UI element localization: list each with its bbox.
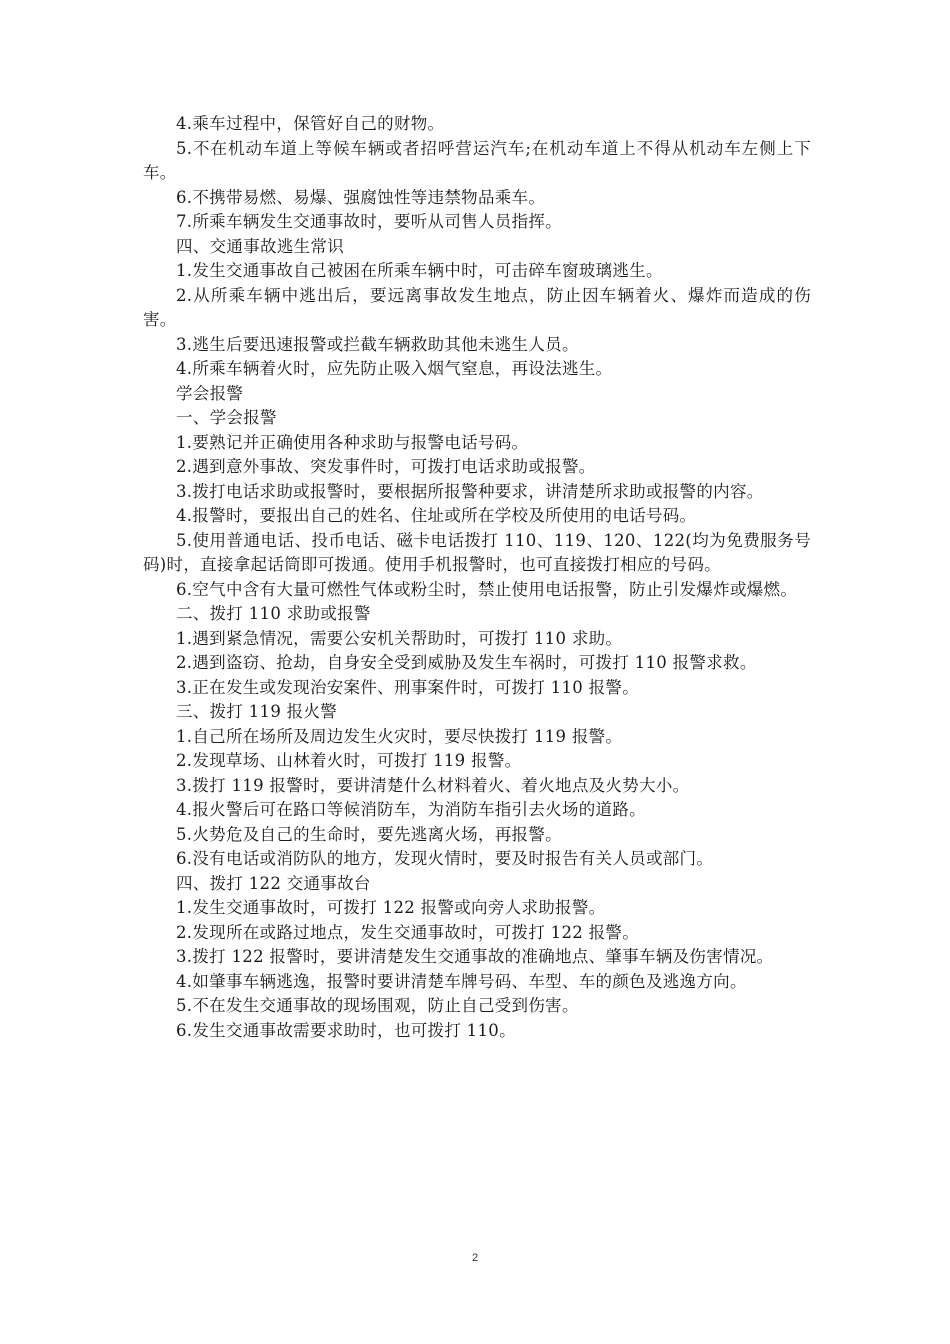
paragraph: 5.不在发生交通事故的现场围观，防止自己受到伤害。 xyxy=(176,996,579,1015)
paragraph: 1.发生交通事故自己被困在所乘车辆中时，可击碎车窗玻璃逃生。 xyxy=(176,261,663,280)
paragraph: 3.拨打 122 报警时，要讲清楚发生交通事故的准确地点、肇事车辆及伤害情况。 xyxy=(176,947,774,966)
paragraph: 1.自己所在场所及周边发生火灾时，要尽快拨打 119 报警。 xyxy=(176,726,623,746)
paragraph: 6.空气中含有大量可燃性气体或粉尘时，禁止使用电话报警，防止引发爆炸或爆燃。 xyxy=(176,579,798,599)
paragraph: 4.报火警后可在路口等候消防车，为消防车指引去火场的道路。 xyxy=(176,800,646,819)
paragraph: 5.不在机动车道上等候车辆或者招呼营运汽车;在机动车道上不得从机动车左侧上下车。 xyxy=(143,138,811,182)
section-heading: 三、拨打 119 报火警 xyxy=(176,702,338,721)
paragraph: 4.乘车过程中，保管好自己的财物。 xyxy=(176,114,445,133)
paragraph: 3.拨打电话求助或报警时，要根据所报警种要求，讲清楚所求助或报警的内容。 xyxy=(176,481,764,501)
paragraph: 2.遇到意外事故、突发事件时，可拨打电话求助或报警。 xyxy=(176,457,596,476)
paragraph: 2.遇到盗窃、抢劫，自身安全受到威胁及发生车祸时，可拨打 110 报警求救。 xyxy=(176,653,757,672)
paragraph: 4.报警时，要报出自己的姓名、住址或所在学校及所使用的电话号码。 xyxy=(176,506,697,525)
paragraph: 2.发现草场、山林着火时，可拨打 119 报警。 xyxy=(176,751,522,770)
section-heading: 二、拨打 110 求助或报警 xyxy=(176,604,371,623)
paragraph: 3.逃生后要迅速报警或拦截车辆救助其他未逃生人员。 xyxy=(176,334,579,354)
section-heading: 一、学会报警 xyxy=(176,408,277,427)
paragraph: 1.遇到紧急情况，需要公安机关帮助时，可拨打 110 求助。 xyxy=(176,628,623,648)
chapter-heading: 学会报警 xyxy=(176,383,244,403)
document-body xyxy=(143,112,811,1043)
paragraph: 2.发现所在或路过地点，发生交通事故时，可拨打 122 报警。 xyxy=(176,922,640,942)
paragraph: 3.拨打 119 报警时，要讲清楚什么材料着火、着火地点及火势大小。 xyxy=(176,775,690,795)
paragraph: 4.如肇事车辆逃逸，报警时要讲清楚车牌号码、车型、车的颜色及逃逸方向。 xyxy=(176,971,747,991)
paragraph: 5.使用普通电话、投币电话、磁卡电话拨打 110、119、120、122(均为免费服务号码)时，直接拿起话筒即可拨通。使用手机报警时，也可直接拨打相应的号码。 xyxy=(143,530,811,574)
paragraph: 5.火势危及自己的生命时，要先逃离火场，再报警。 xyxy=(176,824,562,844)
page-number: 2 xyxy=(471,1252,479,1264)
paragraph: 4.所乘车辆着火时，应先防止吸入烟气窒息，再设法逃生。 xyxy=(176,359,613,378)
paragraph: 6.没有电话或消防队的地方，发现火情时，要及时报告有关人员或部门。 xyxy=(176,849,714,868)
paragraph: 6.不携带易燃、易爆、强腐蚀性等违禁物品乘车。 xyxy=(176,187,546,207)
paragraph: 6.发生交通事故需要求助时，也可拨打 110。 xyxy=(176,1020,516,1040)
paragraph: 1.要熟记并正确使用各种求助与报警电话号码。 xyxy=(176,432,529,452)
paragraph: 2.从所乘车辆中逃出后，要远离事故发生地点，防止因车辆着火、爆炸而造成的伤害。 xyxy=(143,285,811,329)
paragraph: 3.正在发生或发现治安案件、刑事案件时，可拨打 110 报警。 xyxy=(176,677,640,697)
paragraph: 1.发生交通事故时，可拨打 122 报警或向旁人求助报警。 xyxy=(176,898,606,917)
section-heading: 四、拨打 122 交通事故台 xyxy=(176,873,371,893)
paragraph: 7.所乘车辆发生交通事故时，要听从司售人员指挥。 xyxy=(176,212,562,231)
section-heading: 四、交通事故逃生常识 xyxy=(176,236,344,256)
